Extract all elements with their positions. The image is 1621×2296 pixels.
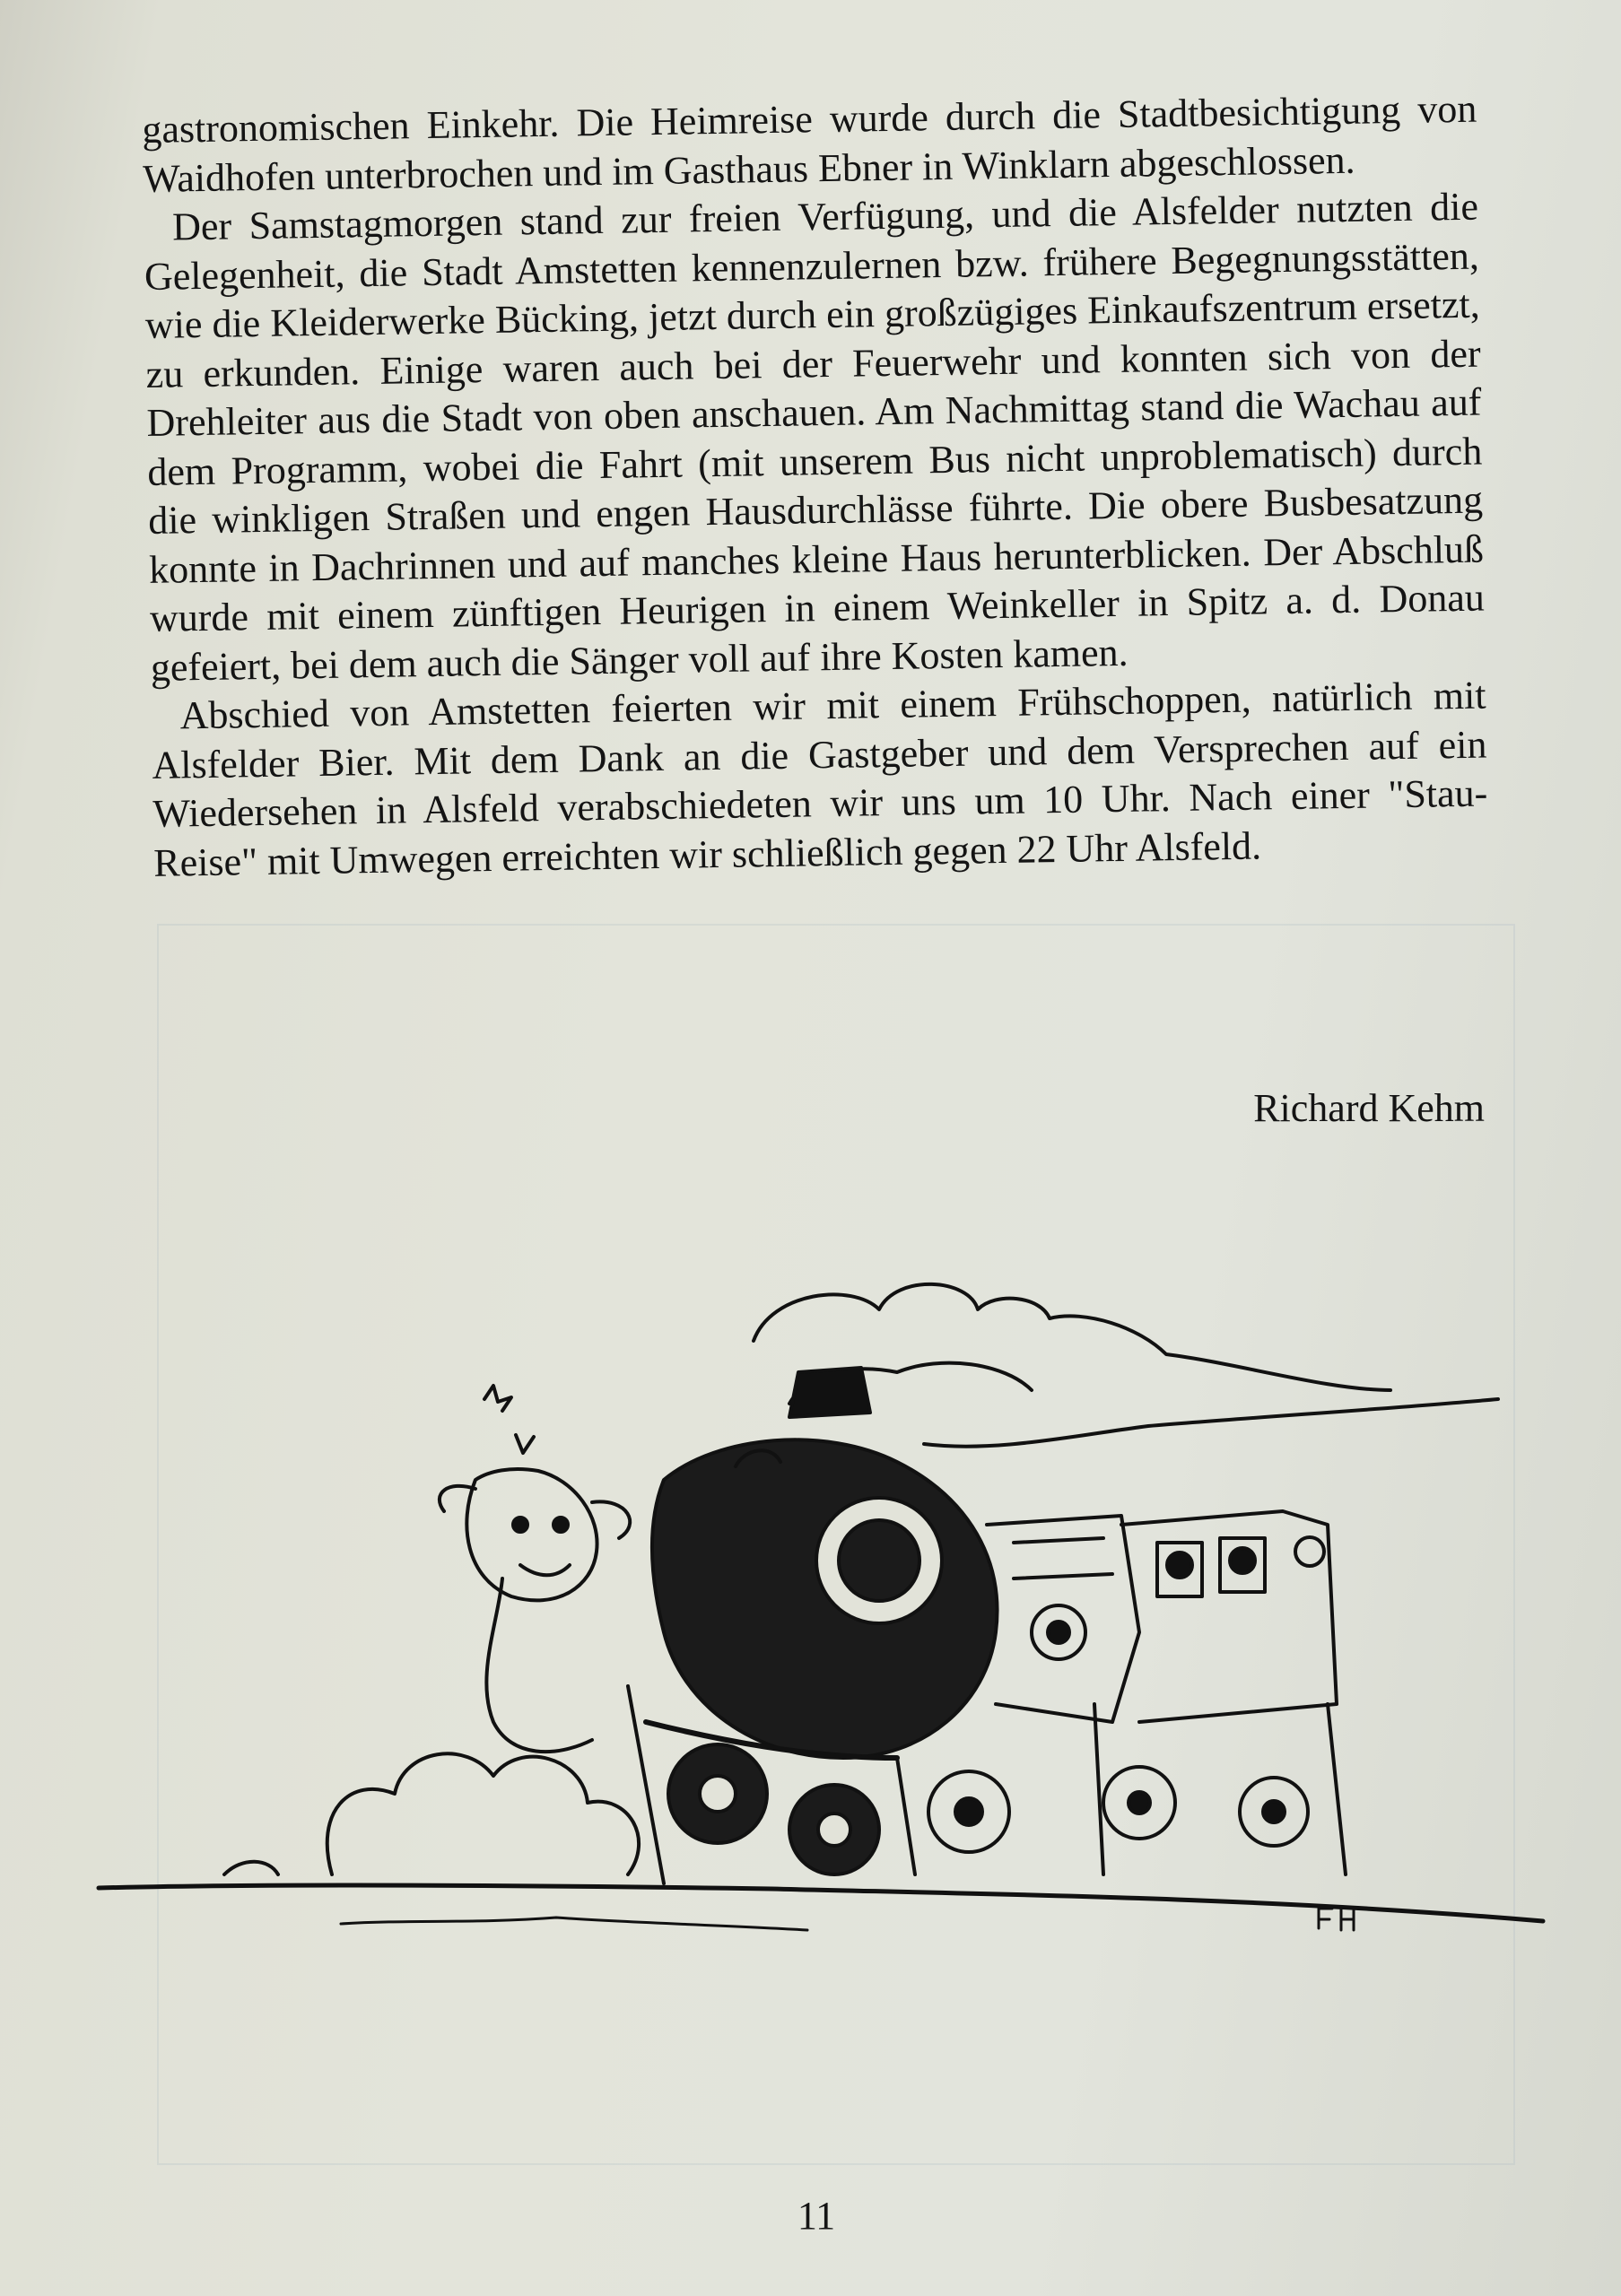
paragraph-3: Abschied von Amstetten feierten wir mit einem Frühschoppen, natürlich mit Alsfelder Bier. Mit dem Dank an die Gastgeber und dem Versprechen auf ein Wiedersehen in Alsfeld verabschiedeten wir uns um 10 Uhr. Nach einer "Stau-Reise" mit Umwegen erreichten wir schließlich gegen 22 Uhr Alsfeld. bbox=[152, 673, 1488, 885]
artist-signature bbox=[1319, 1909, 1354, 1930]
page-number: 11 bbox=[797, 2194, 836, 2238]
author-name: Richard Kehm bbox=[1253, 1086, 1485, 1130]
paragraph-1: gastronomischen Einkehr. Die Heimreise wurde durch die Stadtbesichtigung von Waidhofen unterbrochen und im Gasthaus Ebner in Winklarn abgeschlossen. bbox=[142, 86, 1477, 201]
bush bbox=[327, 1753, 639, 1874]
cow-figure bbox=[440, 1386, 630, 1752]
ground-line bbox=[99, 1885, 1543, 1921]
train-cartoon-illustration bbox=[90, 1256, 1561, 1973]
paragraph-2: Der Samstagmorgen stand zur freien Verfügung, und die Alsfelder nutzten die Gelegenheit, die Stadt Amstetten kennenzulernen bzw. frühere Begegnungsstätten, wie die Kleiderwerke Bücking, jetzt durch ein großzügiges Einkaufszentrum ersetzt, zu erkunden. Einige waren auch bei der Feuerwehr und konnten sich von der Drehleiter aus die Stadt von oben anschauen. Am Nachmittag stand die Wachau auf dem Programm, wobei die Fahrt (mit unserem Bus nicht unproblematisch) durch die winkligen Straßen und engen Hausdurchlässe führte. Die obere Busbesatzung konnte in Dachrinnen und auf manches kleine Haus herunterblicken. Der Abschluß wurde mit einem zünftigen Heurigen in einem Weinkeller in Spitz a. d. Donau gefeiert, bei dem auch die Sänger voll auf ihre Kosten kamen. bbox=[144, 184, 1486, 690]
article-body bbox=[142, 85, 1489, 888]
